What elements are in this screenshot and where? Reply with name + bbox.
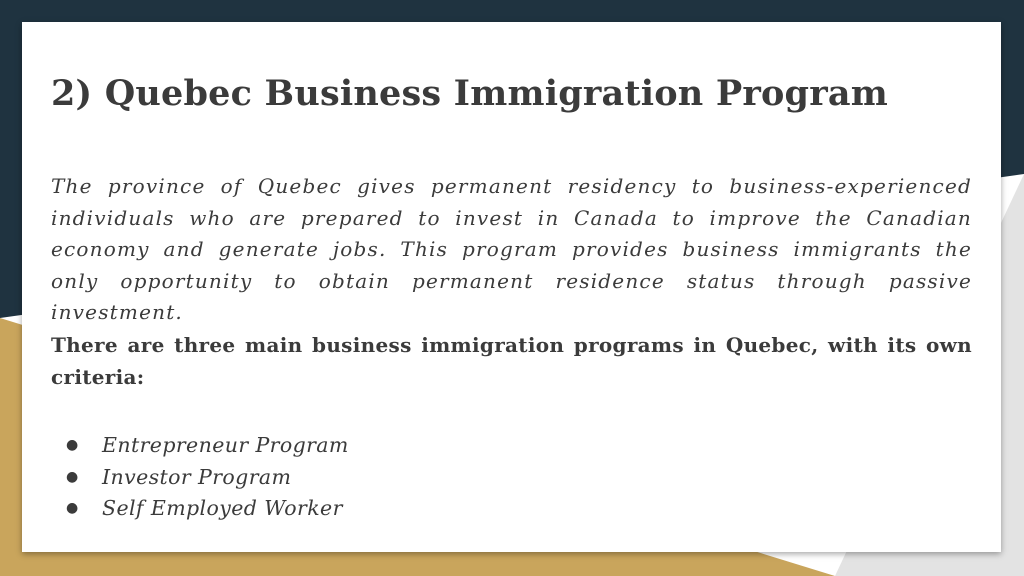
- list-item: [51, 462, 349, 494]
- programs-lead-text: There are three main business immigration programs in Quebec, with its own criteria:: [51, 333, 972, 389]
- list-item: [51, 493, 349, 525]
- bullet-icon: ●: [66, 437, 79, 453]
- slide-title: 2) Quebec Business Immigration Program: [51, 73, 888, 114]
- bullet-icon: ●: [66, 468, 79, 485]
- program-name: Investor Program: [102, 464, 292, 489]
- program-name: Self Employed Worker: [102, 496, 343, 520]
- list-item: [51, 430, 349, 462]
- slide-card: [22, 22, 1001, 552]
- program-name: Entrepreneur Program: [102, 433, 349, 457]
- bullet-icon: ●: [66, 500, 79, 516]
- program-list: [51, 430, 349, 525]
- intro-paragraph: The province of Quebec gives permanent residency to business-experienced individuals who are prepared to invest in Canada to improve the Canadian economy and generate jobs. This program provides business immigrants the only opportunity to obtain permanent residence status through passive investment.: [51, 174, 972, 324]
